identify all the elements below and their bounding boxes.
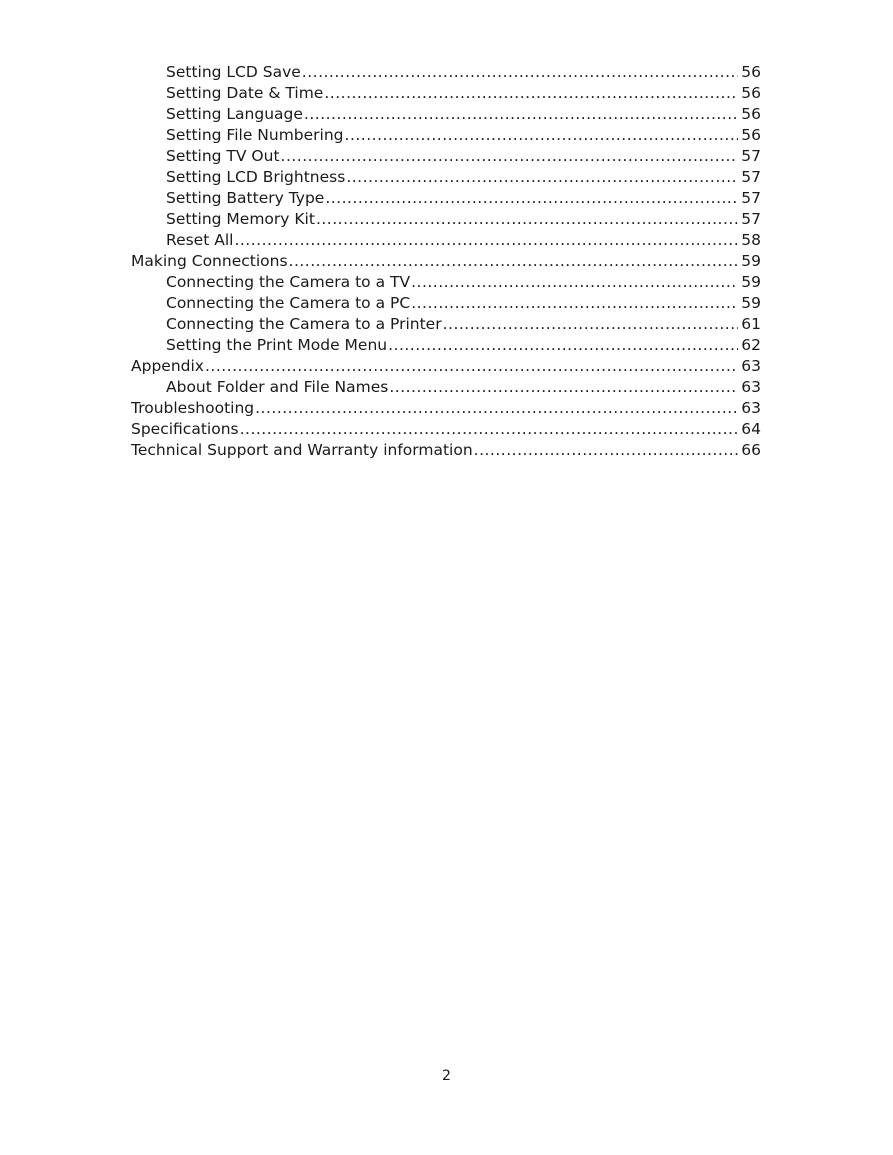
toc-entry — [131, 104, 761, 125]
toc-entry-title: Setting Date & Time — [166, 84, 324, 102]
toc-dot-leader — [411, 272, 738, 293]
toc-entry-title: Setting Memory Kit — [166, 210, 315, 228]
toc-dot-leader — [474, 440, 739, 461]
toc-entry — [131, 62, 761, 83]
toc-entry — [131, 209, 761, 230]
toc-entry — [131, 125, 761, 146]
toc-entry-title: Setting LCD Save — [166, 63, 301, 81]
toc-entry — [131, 419, 761, 440]
toc-dot-leader — [289, 251, 739, 272]
toc-dot-leader — [205, 356, 738, 377]
toc-page-number: 56 — [741, 126, 761, 144]
toc-page-number: 62 — [741, 336, 761, 354]
toc-entry — [131, 146, 761, 167]
toc-page-number: 59 — [741, 252, 761, 270]
toc-entry-title: About Folder and File Names — [166, 378, 389, 396]
toc-dot-leader — [345, 125, 739, 146]
toc-page-number: 56 — [741, 63, 761, 81]
toc-dot-leader — [304, 104, 738, 125]
toc-entry-title: Connecting the Camera to a PC — [166, 294, 411, 312]
toc-page-number: 63 — [741, 378, 761, 396]
toc-entry-title: Setting the Print Mode Menu — [166, 336, 388, 354]
toc-page-number: 57 — [741, 147, 761, 165]
toc-page-number: 59 — [741, 294, 761, 312]
toc-dot-leader — [411, 293, 738, 314]
toc-entry-title: Reset All — [166, 231, 234, 249]
toc-entry — [131, 335, 761, 356]
toc-entry-title: Connecting the Camera to a Printer — [166, 315, 442, 333]
toc-entry — [131, 272, 761, 293]
toc-dot-leader — [316, 209, 738, 230]
toc-entry — [131, 377, 761, 398]
toc-dot-leader — [324, 83, 738, 104]
toc-entry-title: Technical Support and Warranty information — [131, 441, 473, 459]
page-number: 2 — [442, 1068, 451, 1084]
toc-page-number: 59 — [741, 273, 761, 291]
toc-entry-title: Setting Language — [166, 105, 303, 123]
toc-entry — [131, 251, 761, 272]
toc-entry — [131, 188, 761, 209]
toc-entry — [131, 398, 761, 419]
table-of-contents — [131, 62, 761, 461]
toc-dot-leader — [389, 377, 738, 398]
toc-entry-title: Setting Battery Type — [166, 189, 325, 207]
toc-page-number: 63 — [741, 399, 761, 417]
toc-page-number: 64 — [741, 420, 761, 438]
toc-entry — [131, 356, 761, 377]
toc-dot-leader — [240, 419, 739, 440]
toc-page-number: 58 — [741, 231, 761, 249]
toc-entry-title: Appendix — [131, 357, 204, 375]
toc-entry — [131, 83, 761, 104]
toc-entry-title: Connecting the Camera to a TV — [166, 273, 411, 291]
toc-dot-leader — [281, 146, 739, 167]
toc-entry-title: Setting TV Out — [166, 147, 280, 165]
toc-entry — [131, 293, 761, 314]
toc-page-number: 57 — [741, 189, 761, 207]
toc-dot-leader — [388, 335, 738, 356]
toc-dot-leader — [234, 230, 738, 251]
toc-entry — [131, 167, 761, 188]
toc-page-number: 56 — [741, 105, 761, 123]
toc-page-number: 63 — [741, 357, 761, 375]
toc-page-number: 56 — [741, 84, 761, 102]
toc-dot-leader — [255, 398, 738, 419]
toc-entry-title: Specifications — [131, 420, 239, 438]
toc-entry — [131, 230, 761, 251]
toc-entry-title: Making Connections — [131, 252, 288, 270]
toc-dot-leader — [325, 188, 738, 209]
toc-entry-title: Troubleshooting — [131, 399, 255, 417]
toc-entry — [131, 314, 761, 335]
toc-page-number: 66 — [741, 441, 761, 459]
toc-page-number: 61 — [741, 315, 761, 333]
toc-entry-title: Setting File Numbering — [166, 126, 344, 144]
toc-entry — [131, 440, 761, 461]
toc-dot-leader — [302, 62, 738, 83]
toc-entry-title: Setting LCD Brightness — [166, 168, 346, 186]
toc-dot-leader — [443, 314, 739, 335]
toc-page-number: 57 — [741, 168, 761, 186]
toc-page-number: 57 — [741, 210, 761, 228]
toc-dot-leader — [346, 167, 738, 188]
